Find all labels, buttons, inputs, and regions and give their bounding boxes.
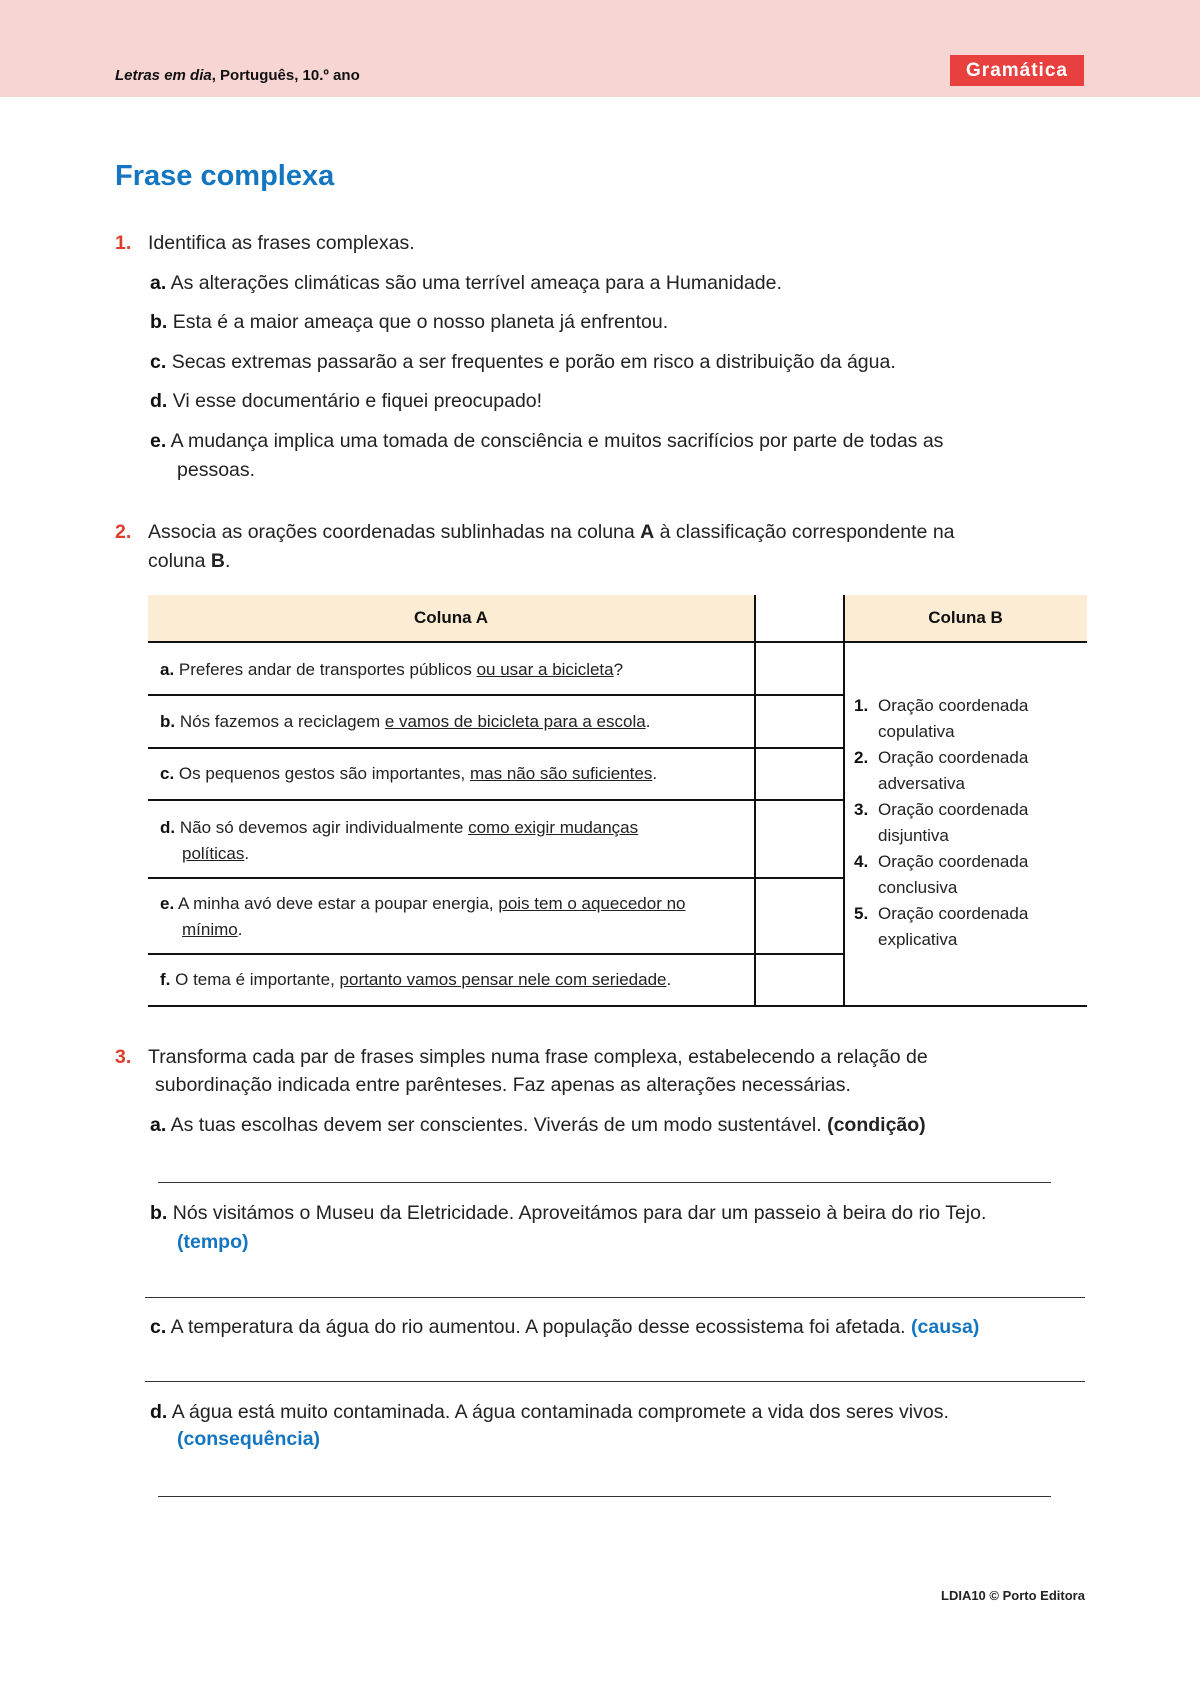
table-row: [160, 815, 750, 867]
item-line: explicativa: [878, 930, 958, 949]
question-prompt: Identifica as frases complexas.: [148, 232, 415, 254]
row-letter: a.: [160, 660, 175, 679]
row-text: Os pequenos gestos são importantes,: [178, 764, 470, 783]
q3-item-d: [150, 1398, 949, 1426]
item-text: As alterações climáticas são uma terrível ameaça para a Humanidade.: [170, 272, 782, 294]
item-text: [878, 797, 1028, 849]
prompt-text: Associa as orações coordenadas sublinhadas na coluna: [148, 521, 641, 543]
question-prompt: [148, 518, 955, 546]
item-number: 3.: [854, 800, 869, 819]
list-item: [854, 693, 1084, 745]
relation-tag: (causa): [911, 1316, 980, 1338]
section-badge: Gramática: [950, 55, 1084, 86]
item-line: Oração coordenada: [878, 852, 1029, 871]
question-number: 3.: [115, 1046, 132, 1068]
table-row: [160, 657, 750, 683]
column-b-header: Coluna B: [844, 595, 1087, 641]
prompt-text: à classificação correspondente na: [654, 521, 955, 543]
item-line: Oração coordenada: [878, 904, 1029, 923]
q3-item-c: [150, 1313, 979, 1341]
table-rule: [148, 747, 843, 749]
item-line: copulativa: [878, 722, 955, 741]
list-item: [854, 797, 1084, 849]
q1-item-a: [150, 269, 782, 297]
table-rule: [148, 877, 843, 879]
item-letter: d.: [150, 390, 168, 412]
row-end: .: [237, 920, 243, 939]
underlined-clause: ou usar a bicicleta: [476, 660, 614, 679]
q3-item-a: [150, 1111, 926, 1139]
table-row: [160, 967, 750, 993]
q1-item-e-cont: pessoas.: [177, 459, 256, 481]
prompt-text: .: [224, 550, 231, 572]
table-rule: [148, 1005, 1087, 1007]
underlined-clause: pois tem o aquecedor no: [498, 894, 686, 913]
table-row: [160, 761, 750, 787]
column-b-list: [854, 693, 1084, 953]
table-rule: [148, 694, 843, 696]
item-text: [878, 693, 1028, 745]
item-number: 1.: [854, 696, 869, 715]
item-text: Esta é a maior ameaça que o nosso planeta já enfrentou.: [172, 311, 669, 333]
column-ref: B: [210, 550, 225, 572]
row-letter: c.: [160, 764, 175, 783]
q1-item-b: [150, 308, 668, 336]
item-line: disjuntiva: [878, 826, 949, 845]
book-reference: [115, 67, 360, 84]
item-letter: a.: [150, 272, 167, 294]
table-divider: [754, 595, 756, 1007]
row-end: .: [652, 764, 658, 783]
page-title: Frase complexa: [115, 160, 335, 192]
item-number: 5.: [854, 904, 869, 923]
item-text: Nós visitámos o Museu da Eletricidade. Aproveitámos para dar um passeio à beira do rio Tejo.: [172, 1202, 987, 1224]
table-rule: [148, 641, 1087, 643]
underlined-clause: mas não são suficientes: [469, 764, 653, 783]
item-number: 2.: [854, 748, 869, 767]
list-item: [854, 745, 1084, 797]
item-text: [878, 849, 1028, 901]
answer-line[interactable]: [145, 1297, 1085, 1298]
item-text: Vi esse documentário e fiquei preocupado!: [172, 390, 543, 412]
q1-item-d: [150, 387, 542, 415]
item-number: 4.: [854, 852, 869, 871]
question-2-cont: [148, 547, 230, 575]
item-line: Oração coordenada: [878, 696, 1029, 715]
table-divider: [843, 595, 845, 1007]
row-text: O tema é importante,: [175, 970, 340, 989]
row-end: ?: [613, 660, 624, 679]
row-letter: b.: [160, 712, 176, 731]
item-letter: a.: [150, 1114, 167, 1136]
prompt-text: coluna: [148, 550, 211, 572]
item-letter: e.: [150, 430, 167, 452]
q1-item-c: [150, 348, 896, 376]
table-row: [160, 709, 750, 735]
book-title: Letras em dia: [115, 67, 212, 84]
underlined-clause: como exigir mudanças: [468, 818, 639, 837]
table-rule: [148, 953, 843, 955]
answer-line[interactable]: [145, 1381, 1085, 1382]
column-a-header: Coluna A: [148, 595, 754, 641]
row-end: .: [666, 970, 672, 989]
item-text: A água está muito contaminada. A água contaminada compromete a vida dos seres vivos.: [171, 1401, 949, 1423]
item-text: [878, 745, 1028, 797]
answer-line[interactable]: [158, 1496, 1051, 1497]
table-rule: [148, 799, 843, 801]
table-row: [160, 891, 750, 943]
item-letter: d.: [150, 1401, 168, 1423]
row-letter: d.: [160, 818, 176, 837]
book-subtitle: , Português, 10.º ano: [211, 67, 360, 84]
row-end: .: [244, 844, 250, 863]
list-item: [854, 901, 1084, 953]
item-line: Oração coordenada: [878, 748, 1029, 767]
underlined-clause: portanto vamos pensar nele com seriedade: [339, 970, 667, 989]
answer-line[interactable]: [158, 1182, 1051, 1183]
list-item: [854, 849, 1084, 901]
item-text: [878, 901, 1028, 953]
item-letter: b.: [150, 311, 168, 333]
relation-tag: (tempo): [177, 1231, 249, 1253]
item-text: As tuas escolhas devem ser conscientes. Viverás de um modo sustentável.: [170, 1114, 828, 1136]
item-text: A temperatura da água do rio aumentou. A população desse ecossistema foi afetada.: [170, 1316, 912, 1338]
relation-tag: (consequência): [177, 1428, 321, 1450]
question-number: 2.: [115, 521, 132, 543]
column-ref: A: [640, 521, 655, 543]
q3-item-b: [150, 1199, 986, 1227]
item-text: A mudança implica uma tomada de consciência e muitos sacrifícios por parte de todas as: [170, 430, 944, 452]
row-text: A minha avó deve estar a poupar energia,: [177, 894, 499, 913]
row-letter: e.: [160, 894, 175, 913]
underlined-clause: políticas: [182, 844, 245, 863]
row-end: .: [645, 712, 651, 731]
q1-item-e: [150, 427, 943, 455]
item-letter: b.: [150, 1202, 168, 1224]
relation-tag: (condição): [827, 1114, 926, 1136]
row-text: Preferes andar de transportes públicos: [178, 660, 477, 679]
question-prompt: Transforma cada par de frases simples numa frase complexa, estabelecendo a relação de: [148, 1046, 928, 1068]
item-line: adversativa: [878, 774, 965, 793]
question-3-cont: subordinação indicada entre parênteses. Faz apenas as alterações necessárias.: [155, 1074, 851, 1096]
question-number: 1.: [115, 232, 132, 254]
row-text: Nós fazemos a reciclagem: [179, 712, 385, 731]
item-text: Secas extremas passarão a ser frequentes e porão em risco a distribuição da água.: [171, 351, 896, 373]
item-line: conclusiva: [878, 878, 958, 897]
underlined-clause: e vamos de bicicleta para a escola: [384, 712, 646, 731]
underlined-clause: mínimo: [182, 920, 238, 939]
row-letter: f.: [160, 970, 171, 989]
item-letter: c.: [150, 1316, 167, 1338]
item-letter: c.: [150, 351, 167, 373]
footer-copyright: LDIA10 © Porto Editora: [941, 1588, 1085, 1603]
item-line: Oração coordenada: [878, 800, 1029, 819]
row-text: Não só devemos agir individualmente: [179, 818, 469, 837]
